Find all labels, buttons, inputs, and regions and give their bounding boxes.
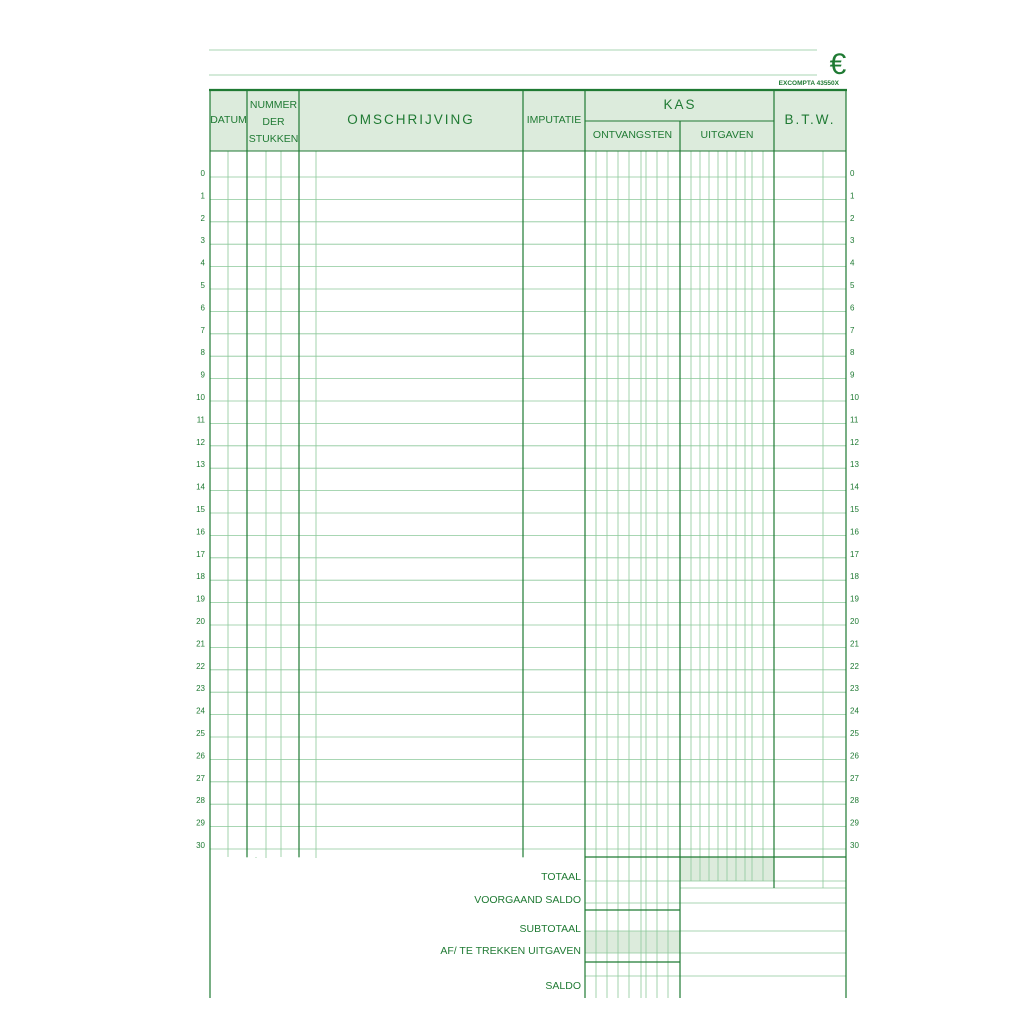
row-number-left: 26 <box>196 751 205 761</box>
euro-icon: € <box>829 48 847 81</box>
row-number-left: 29 <box>196 818 205 828</box>
row-number-right: 15 <box>850 505 859 514</box>
row-number-left: 24 <box>196 706 205 716</box>
row-number-left: 27 <box>196 773 205 783</box>
row-number-left: 6 <box>200 303 205 313</box>
label-voorgaand-saldo: VOORGAAND SALDO <box>474 894 581 906</box>
label-subtotaal: SUBTOTAAL <box>519 923 581 935</box>
header-btw: B.T.W. <box>784 112 836 127</box>
row-number-left: 9 <box>200 370 205 380</box>
shaded-areas <box>210 91 846 953</box>
row-number-right: 10 <box>850 393 859 402</box>
row-number-right: 20 <box>850 617 859 626</box>
row-number-right: 9 <box>850 370 855 380</box>
row-number-right: 17 <box>850 549 859 559</box>
row-number-right: 13 <box>850 460 859 470</box>
row-number-left: 21 <box>196 639 205 649</box>
row-number-right: 26 <box>850 751 859 761</box>
product-code: EXCOMPTA 43550X <box>778 80 839 87</box>
header-nummer-line3: STUKKEN <box>248 133 299 145</box>
row-number-right: 0 <box>850 169 855 178</box>
row-number-right: 27 <box>850 773 859 783</box>
row-number-right: 23 <box>850 684 859 694</box>
row-number-right: 11 <box>850 415 859 425</box>
row-number-left: 28 <box>196 796 205 806</box>
row-number-right: 28 <box>850 796 859 806</box>
row-number-right: 12 <box>850 437 859 447</box>
row-number-right: 29 <box>850 818 859 828</box>
row-number-right: 14 <box>850 482 859 492</box>
header-ontvangsten: ONTVANGSTEN <box>592 129 673 141</box>
label-saldo: SALDO <box>545 980 581 992</box>
row-number-left: 16 <box>196 527 205 537</box>
row-number-left: 30 <box>196 841 205 850</box>
row-number-left: 22 <box>196 661 205 671</box>
header-uitgaven: UITGAVEN <box>700 129 754 141</box>
header-imputatie: IMPUTATIE <box>526 114 582 126</box>
row-number-right: 16 <box>850 527 859 537</box>
row-number-right: 1 <box>850 191 855 201</box>
row-number-left: 13 <box>196 460 205 470</box>
row-number-right: 25 <box>850 729 859 738</box>
row-number-right: 22 <box>850 661 859 671</box>
header-omschrijving: OMSCHRIJVING <box>347 112 475 127</box>
row-number-right: 18 <box>850 572 859 582</box>
row-number-right: 4 <box>850 258 855 268</box>
row-number-left: 7 <box>200 325 205 335</box>
row-number-left: 8 <box>200 348 205 358</box>
header-nummer-line1: NUMMER <box>249 99 298 111</box>
row-number-left: 2 <box>200 213 205 223</box>
header-nummer-line2: DER <box>262 116 285 128</box>
row-number-left: 25 <box>196 729 205 738</box>
row-number-right: 8 <box>850 348 855 358</box>
row-number-left: 0 <box>200 169 205 178</box>
row-number-left: 14 <box>196 482 205 492</box>
row-number-right: 19 <box>850 594 859 604</box>
row-number-left: 15 <box>196 505 205 514</box>
row-number-left: 3 <box>200 236 205 246</box>
row-number-right: 3 <box>850 236 855 246</box>
row-number-left: 10 <box>196 393 205 402</box>
row-number-right: 30 <box>850 841 859 850</box>
row-number-left: 18 <box>196 572 205 582</box>
label-af-te-trekken-uitgaven: AF/ TE TREKKEN UITGAVEN <box>440 945 581 957</box>
row-number-right: 24 <box>850 706 859 716</box>
row-number-left: 5 <box>200 281 205 290</box>
row-number-right: 5 <box>850 281 855 290</box>
row-number-left: 20 <box>196 617 205 626</box>
row-number-right: 6 <box>850 303 855 313</box>
header-datum: DATUM <box>210 114 247 126</box>
row-number-left: 23 <box>196 684 205 694</box>
row-number-right: 2 <box>850 213 855 223</box>
row-number-left: 1 <box>200 191 205 201</box>
row-number-left: 19 <box>196 594 205 604</box>
af-te-trekken-shade <box>585 931 680 953</box>
row-numbers <box>196 169 859 850</box>
row-number-left: 12 <box>196 437 205 447</box>
footer-labels <box>440 871 581 992</box>
row-number-right: 7 <box>850 325 855 335</box>
label-totaal: TOTAAL <box>541 871 581 883</box>
row-number-left: 17 <box>196 549 205 559</box>
header-kas: KAS <box>663 97 697 112</box>
row-number-right: 21 <box>850 639 859 649</box>
row-number-left: 11 <box>196 415 205 425</box>
row-number-left: 4 <box>200 258 205 268</box>
